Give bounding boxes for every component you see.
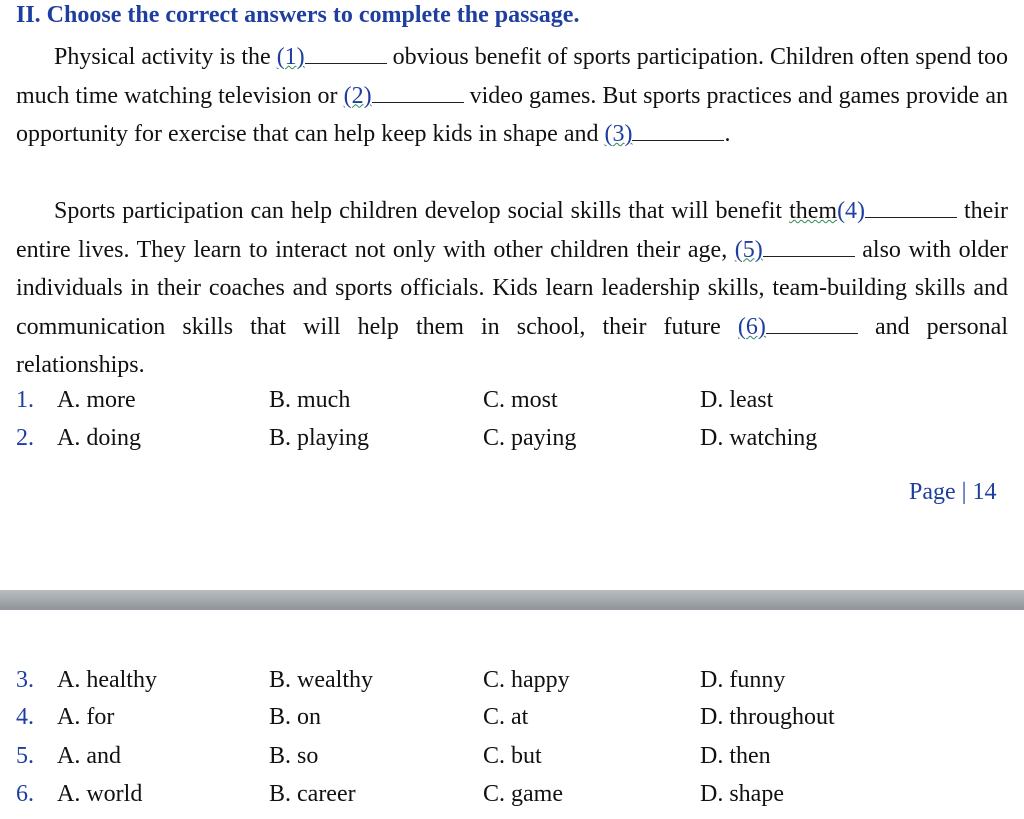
passage-text-them: them bbox=[789, 198, 838, 224]
option-c[interactable]: C. happy bbox=[483, 667, 570, 693]
blank-line-6 bbox=[766, 309, 858, 334]
page-number: Page | 14 bbox=[909, 479, 997, 505]
blank-line-5 bbox=[763, 232, 855, 257]
option-c[interactable]: C. most bbox=[483, 387, 558, 413]
passage-text: obvious benefit of sports participation. Children often spend too much time watching television or bbox=[16, 44, 1008, 109]
blank-number-4: (4) bbox=[837, 198, 866, 224]
question-row bbox=[0, 781, 1024, 819]
option-b[interactable]: B. playing bbox=[269, 425, 369, 451]
option-c[interactable]: C. but bbox=[483, 743, 542, 769]
blank-number-6: (6) bbox=[737, 313, 766, 340]
question-row bbox=[0, 704, 1024, 742]
passage-text: and personal relationships. bbox=[16, 313, 1008, 379]
option-b[interactable]: B. on bbox=[269, 704, 322, 730]
question-row bbox=[0, 425, 1024, 463]
question-number: 2. bbox=[16, 425, 34, 451]
option-d[interactable]: D. shape bbox=[700, 781, 784, 807]
option-c[interactable]: C. at bbox=[483, 704, 529, 730]
blank-number-3: (3) bbox=[604, 121, 633, 148]
option-a[interactable]: A. healthy bbox=[57, 667, 157, 693]
passage-text: video games. But sports practices and games provide an opportunity for exercise that can help keep kids in shape and bbox=[16, 82, 1008, 148]
option-d[interactable]: D. least bbox=[700, 387, 774, 413]
blank-line-4 bbox=[865, 193, 957, 218]
question-number: 3. bbox=[16, 667, 34, 693]
option-a[interactable]: A. more bbox=[57, 387, 136, 413]
passage-text: also with older individuals in their coaches and sports officials. Kids learn leadership skills, team-building skills and communication skills that will help them in school, their future bbox=[16, 236, 1008, 340]
option-d[interactable]: D. then bbox=[700, 743, 771, 769]
question-number: 4. bbox=[16, 704, 34, 730]
passage-text: . bbox=[724, 121, 731, 148]
question-number: 6. bbox=[16, 781, 34, 807]
question-number: 1. bbox=[16, 387, 34, 413]
passage-paragraph-2 bbox=[16, 192, 1008, 385]
option-a[interactable]: A. doing bbox=[57, 425, 141, 451]
blank-line-3 bbox=[632, 116, 724, 141]
option-d[interactable]: D. watching bbox=[700, 425, 818, 451]
option-c[interactable]: C. game bbox=[483, 781, 563, 807]
passage-text: their entire lives. They learn to interact not only with other children their age, bbox=[16, 198, 1008, 263]
page-break-divider bbox=[0, 590, 1024, 610]
exercise-heading: II. Choose the correct answers to complete the passage. bbox=[16, 2, 580, 28]
option-c[interactable]: C. paying bbox=[483, 425, 577, 451]
question-row bbox=[0, 667, 1024, 705]
passage-text: Sports participation can help children develop social skills that will benefit bbox=[54, 198, 790, 224]
option-b[interactable]: B. so bbox=[269, 743, 319, 769]
option-a[interactable]: A. world bbox=[57, 781, 143, 807]
option-b[interactable]: B. much bbox=[269, 387, 351, 413]
blank-line-2 bbox=[372, 78, 464, 103]
option-d[interactable]: D. throughout bbox=[700, 704, 835, 730]
option-d[interactable]: D. funny bbox=[700, 667, 786, 693]
passage-paragraph-1 bbox=[16, 38, 1008, 154]
question-number: 5. bbox=[16, 743, 34, 769]
blank-number-5: (5) bbox=[734, 236, 763, 263]
option-b[interactable]: B. wealthy bbox=[269, 667, 373, 693]
blank-number-2: (2) bbox=[343, 82, 372, 109]
question-row bbox=[0, 743, 1024, 781]
passage-text: Physical activity is the bbox=[54, 44, 277, 70]
blank-line-1 bbox=[305, 39, 387, 64]
question-row bbox=[0, 387, 1024, 425]
option-b[interactable]: B. career bbox=[269, 781, 356, 807]
blank-number-1: (1) bbox=[276, 44, 305, 70]
option-a[interactable]: A. for bbox=[57, 704, 115, 730]
option-a[interactable]: A. and bbox=[57, 743, 121, 769]
